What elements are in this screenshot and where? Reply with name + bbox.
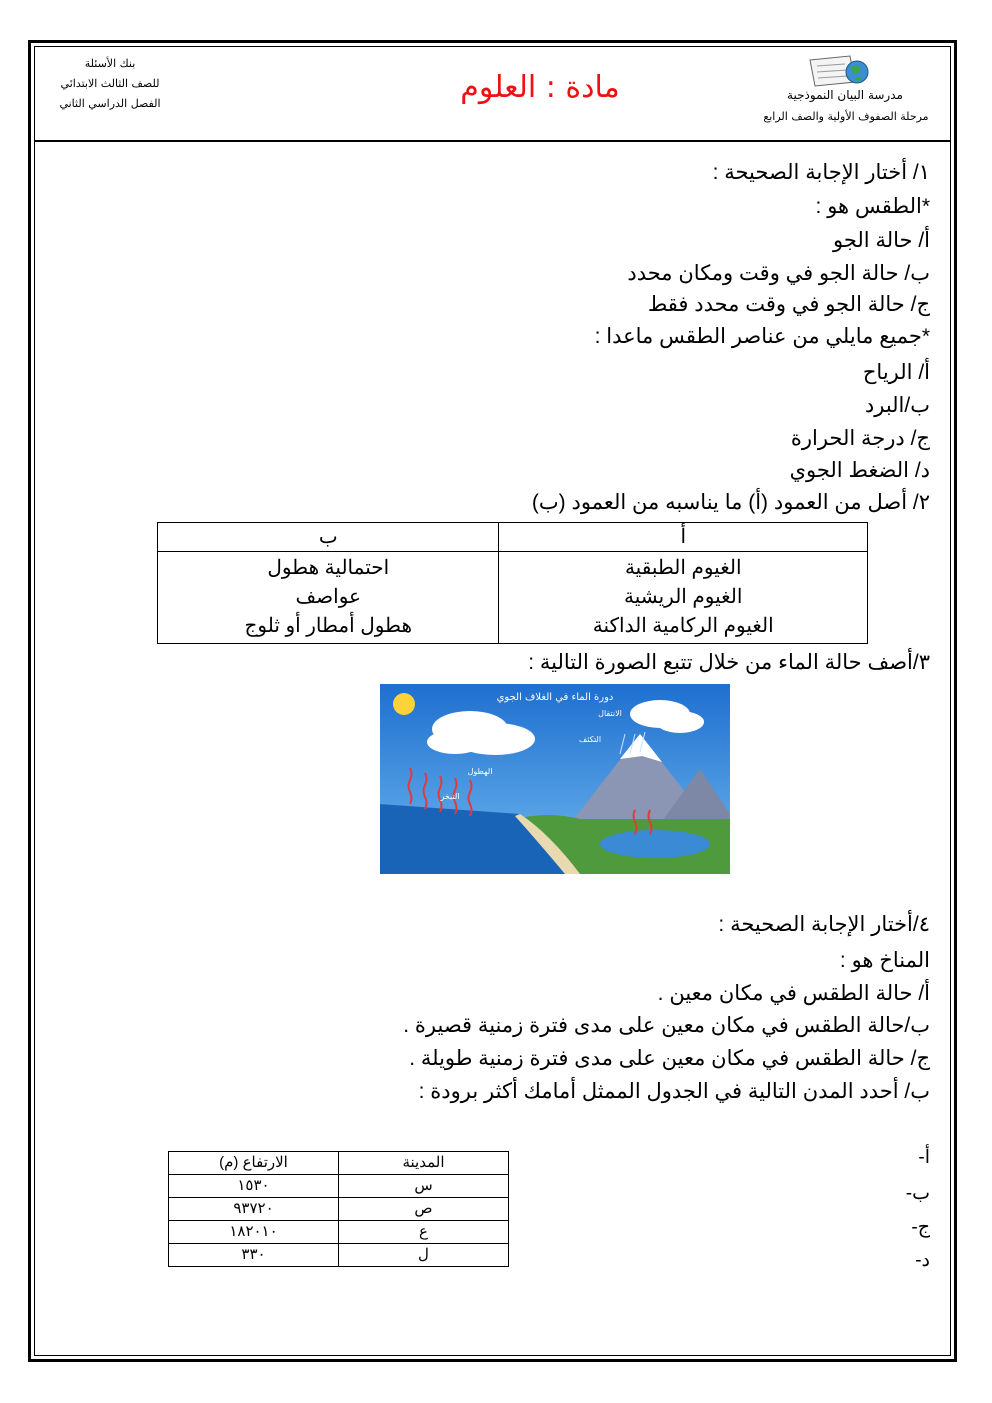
evaporation-label: التبخر	[440, 792, 460, 801]
table-row	[169, 1221, 509, 1244]
cycle-title-label: دورة الماء في الغلاف الجوي	[496, 692, 614, 703]
table-row	[169, 1244, 509, 1267]
col-a-item: الغيوم الريشية	[624, 586, 743, 608]
header-left-line: بنك الأسئلة	[84, 57, 136, 70]
cities-table	[168, 1151, 509, 1267]
altitude-cell: ١٨٢٠١٠	[169, 1221, 339, 1244]
answer-letter: ب-	[905, 1183, 930, 1204]
q2-title: ٢/ أصل من العمود (أ) ما يناسبه من العمود (ب)	[531, 491, 930, 514]
q1-sub2-option: ج/ درجة الحرارة	[790, 427, 930, 450]
q1-sub1: *الطقس هو :	[815, 195, 930, 218]
col-b-item: عواصف	[295, 586, 361, 608]
school-logo-icon	[805, 52, 875, 92]
school-stage: مرحلة الصفوف الأولية والصف الرابع	[763, 110, 929, 123]
answer-letter: أ-	[918, 1147, 930, 1168]
table-header: الارتفاع (م)	[169, 1152, 339, 1175]
q1-sub2-option: أ/ الرياح	[862, 361, 930, 384]
city-cell: ل	[339, 1244, 509, 1267]
q1-sub2-option: د/ الضغط الجوي	[789, 459, 930, 482]
table-row	[169, 1175, 509, 1198]
school-name: مدرسة البيان النموذجية	[787, 88, 903, 102]
q4-title: ٤/أختار الإجابة الصحيحة :	[718, 913, 930, 936]
q4-sub1: المناخ هو :	[839, 949, 930, 972]
header-left-block	[40, 54, 180, 114]
city-cell: ص	[339, 1198, 509, 1221]
q4-sub1-option: ج/ حالة الطقس في مكان معين على مدى فترة زمنية طويلة .	[409, 1047, 930, 1070]
col-a-cell	[499, 552, 868, 644]
col-a-header: أ	[499, 523, 868, 552]
water-cycle-illustration	[380, 684, 730, 874]
city-cell: ع	[339, 1221, 509, 1244]
answer-letter: ج-	[911, 1217, 930, 1238]
city-cell: س	[339, 1175, 509, 1198]
q1-sub2-option: ب/البرد	[864, 394, 930, 417]
q4-sub2: ب/ أحدد المدن التالية في الجدول الممثل أمامك أكثر برودة :	[418, 1080, 930, 1103]
q4-sub1-option: ب/حالة الطقس في مكان معين على مدى فترة زمنية قصيرة .	[403, 1014, 930, 1037]
table-row	[169, 1198, 509, 1221]
altitude-cell: ٣٣٠	[169, 1244, 339, 1267]
transfer-label: الانتقال	[598, 709, 622, 718]
q3-title: ٣/أصف حالة الماء من خلال تتبع الصورة التالية :	[528, 651, 930, 674]
answer-letter: د-	[915, 1250, 930, 1271]
col-b-cell	[158, 552, 499, 644]
condensation-label: التكثف	[578, 735, 602, 744]
q4-sub1-option: أ/ حالة الطقس في مكان معين .	[657, 982, 930, 1005]
sun-icon	[393, 693, 415, 715]
matching-table	[157, 522, 868, 644]
altitude-cell: ٩٣٧٢٠	[169, 1198, 339, 1221]
header-left-line: الفصل الدراسي الثاني	[59, 97, 161, 110]
table-header: المدينة	[339, 1152, 509, 1175]
q1-sub1-option: أ/ حالة الجو	[832, 229, 930, 252]
header-left-line: للصف الثالث الابتدائي	[60, 77, 160, 90]
col-a-item: الغيوم الطبقية	[624, 557, 742, 579]
col-b-header: ب	[158, 523, 499, 552]
q1-sub2: *جميع مايلي من عناصر الطقس ماعدا :	[594, 325, 930, 348]
col-a-item: الغيوم الركامية الداكنة	[592, 615, 774, 637]
altitude-cell: ١٥٣٠	[169, 1175, 339, 1198]
col-b-item: هطول أمطار أو ثلوج	[244, 615, 413, 637]
col-b-item: احتمالية هطول	[267, 557, 390, 579]
q1-sub1-option: ج/ حالة الجو في وقت محدد فقط	[647, 293, 930, 316]
q1-sub1-option: ب/ حالة الجو في وقت ومكان محدد	[627, 262, 930, 285]
header-divider	[34, 140, 951, 142]
subject-title: مادة : العلوم	[460, 70, 620, 105]
q1-title: ١/ أختار الإجابة الصحيحة :	[712, 161, 930, 184]
precipitation-label: الهطول	[467, 767, 493, 776]
